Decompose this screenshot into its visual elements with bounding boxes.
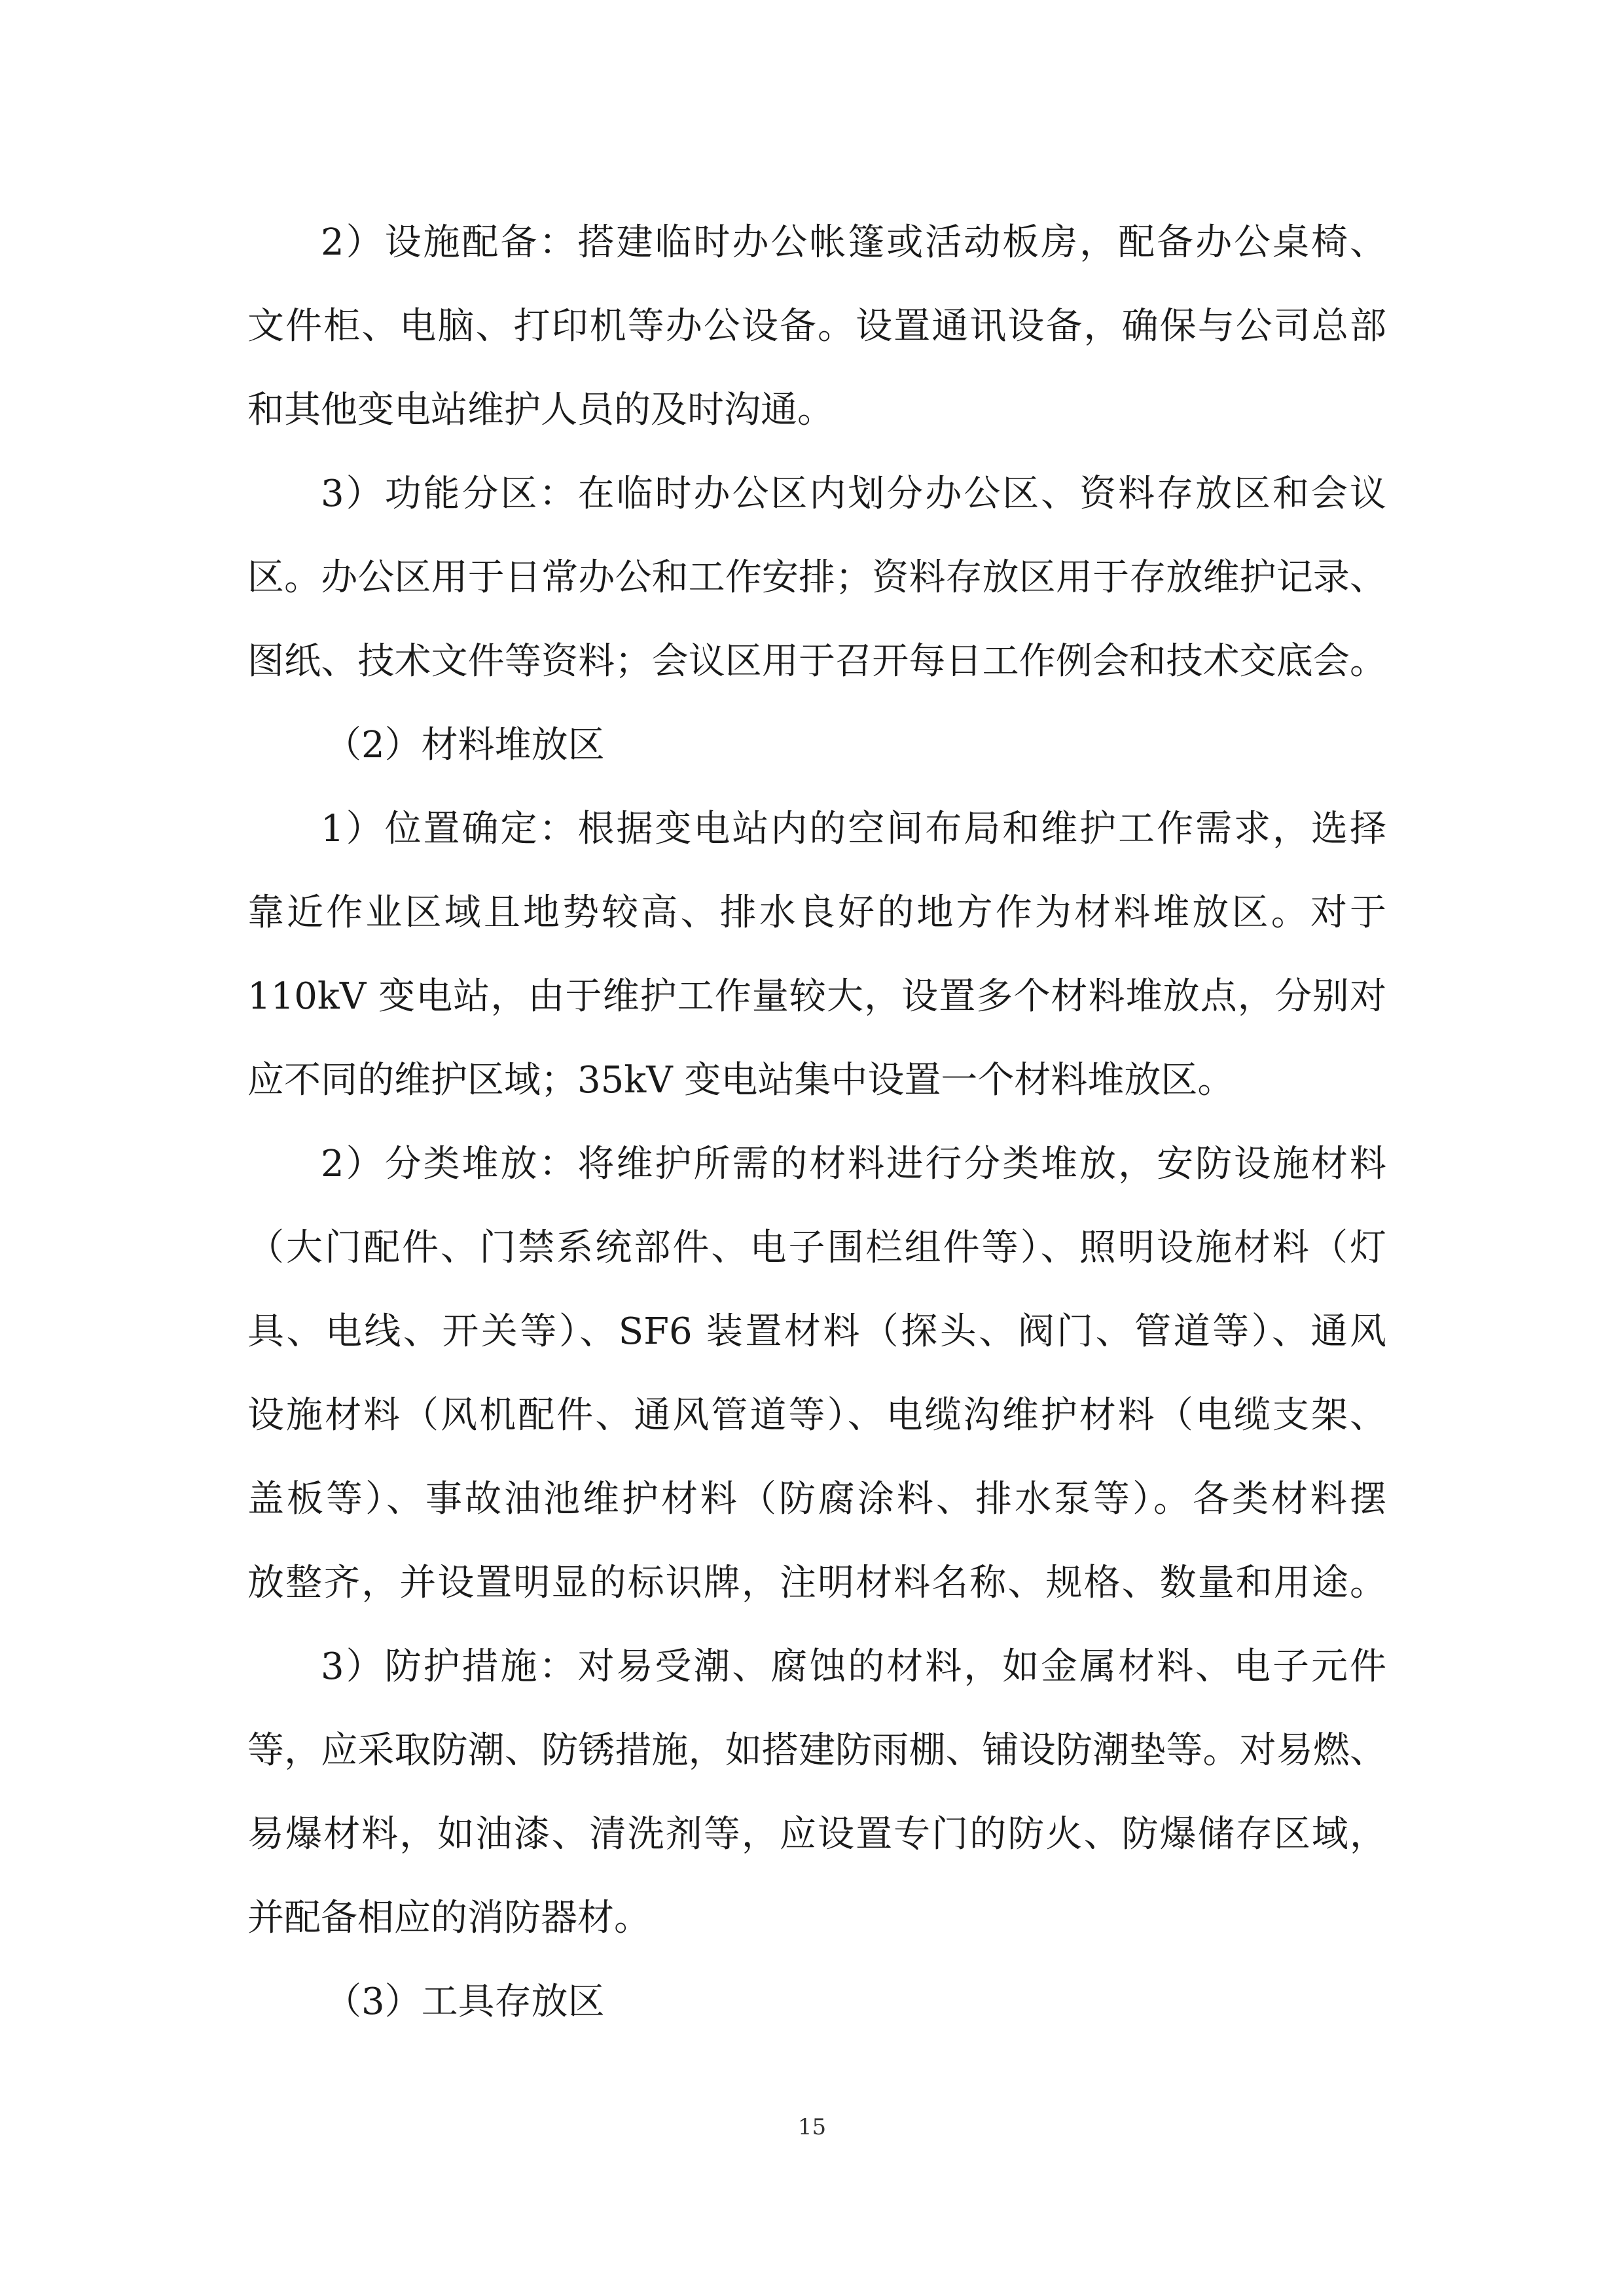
paragraph-line: 文件柜、电脑、打印机等办公设备。设置通讯设备，确保与公司总部 <box>247 305 1386 348</box>
section-heading-material-area <box>247 704 1386 787</box>
paragraph-line: 具、电线、开关等）、SF6 装置材料（探头、阀门、管道等）、通风 <box>247 1310 1386 1353</box>
paragraph-line: 盖板等）、事故油池维护材料（防腐涂料、排水泵等）。各类材料摆 <box>247 1478 1386 1520</box>
section-heading: （3）工具存放区 <box>325 1981 605 2023</box>
paragraph-line: 110kV 变电站，由于维护工作量较大，设置多个材料堆放点，分别对 <box>247 975 1386 1018</box>
paragraph-line: 2）分类堆放：将维护所需的材料进行分类堆放，安防设施材料 <box>321 1143 1386 1185</box>
paragraph-line: 3）功能分区：在临时办公区内划分办公区、资料存放区和会议 <box>321 473 1386 515</box>
paragraph-classified-stacking <box>247 1122 1386 1625</box>
paragraph-line: 2）设施配备：搭建临时办公帐篷或活动板房，配备办公桌椅、 <box>321 221 1386 264</box>
paragraph-line: 并配备相应的消防器材。 <box>247 1897 651 1939</box>
paragraph-line: 易爆材料，如油漆、清洗剂等，应设置专门的防火、防爆储存区域， <box>247 1813 1386 1856</box>
paragraph-functional-zoning <box>247 452 1386 704</box>
paragraph-protective-measures <box>247 1625 1386 1960</box>
section-heading: （2）材料堆放区 <box>325 724 605 766</box>
section-heading-tool-area <box>247 1960 1386 2044</box>
document-body <box>247 201 1386 2044</box>
page-number: 15 <box>797 2114 827 2140</box>
paragraph-line: 放整齐，并设置明显的标识牌，注明材料名称、规格、数量和用途。 <box>247 1562 1386 1604</box>
paragraph-line: 靠近作业区域且地势较高、排水良好的地方作为材料堆放区。对于 <box>247 891 1386 934</box>
paragraph-facility-equipment <box>247 201 1386 452</box>
paragraph-location-determination <box>247 787 1386 1122</box>
paragraph-line: 等，应采取防潮、防锈措施，如搭建防雨棚、铺设防潮垫等。对易燃、 <box>247 1729 1386 1772</box>
paragraph-line: 区。办公区用于日常办公和工作安排；资料存放区用于存放维护记录、 <box>247 556 1386 599</box>
paragraph-line: 1）位置确定：根据变电站内的空间布局和维护工作需求，选择 <box>321 808 1386 850</box>
paragraph-line: （大门配件、门禁系统部件、电子围栏组件等）、照明设施材料（灯 <box>247 1227 1386 1269</box>
paragraph-line: 设施材料（风机配件、通风管道等）、电缆沟维护材料（电缆支架、 <box>247 1394 1386 1437</box>
paragraph-line: 图纸、技术文件等资料；会议区用于召开每日工作例会和技术交底会。 <box>247 640 1386 683</box>
paragraph-line: 应不同的维护区域；35kV 变电站集中设置一个材料堆放区。 <box>247 1059 1235 1102</box>
paragraph-line: 3）防护措施：对易受潮、腐蚀的材料，如金属材料、电子元件 <box>321 1645 1386 1688</box>
paragraph-line: 和其他变电站维护人员的及时沟通。 <box>247 389 834 431</box>
